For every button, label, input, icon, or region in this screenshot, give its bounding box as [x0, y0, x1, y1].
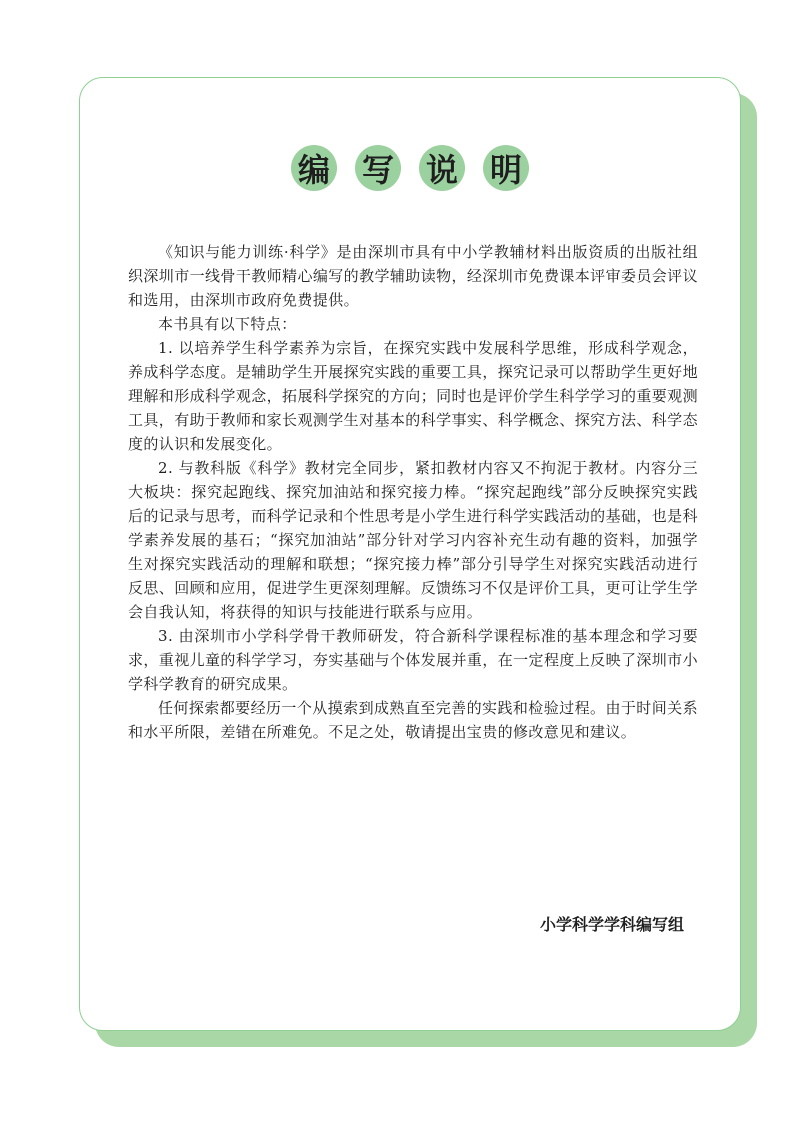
paragraph-feature-2: 2. 与教科版《科学》教材完全同步，紧扣教材内容又不拘泥于教材。内容分三大板块：探究起跑线、探究加油站和探究接力棒。“探究起跑线”部分反映探究实践后的记录与思考，而科学记录和个性思考是小学生进行科学实践活动的基础，也是科学素养发展的基石；“探究加油站”部分针对学习内容补充生动有趣的资料，加强学生对探究实践活动的理解和联想；“探究接力棒”部分引导学生对探究实践活动进行反思、回顾和应用，促进学生更深刻理解。反馈练习不仅是评价工具，更可让学生学会自我认知，将获得的知识与技能进行联系与应用。 [128, 459, 698, 621]
body-text [128, 240, 698, 744]
title-char: 明 [483, 145, 529, 191]
signature: 小学科学学科编写组 [539, 915, 684, 934]
paragraph-feature-1: 1. 以培养学生科学素养为宗旨，在探究实践中发展科学思维，形成科学观念，养成科学态度。是辅助学生开展探究实践的重要工具，探究记录可以帮助学生更好地理解和形成科学观念，拓展科学探究的方向；同时也是评价学生科学学习的重要观测工具，有助于教师和家长观测学生对基本的科学事实、科学概念、探究方法、科学态度的认识和发展变化。 [128, 339, 698, 453]
paragraph-feature-3: 3. 由深圳市小学科学骨干教师研发，符合新科学课程标准的基本理念和学习要求，重视儿童的科学学习，夯实基础与个体发展并重，在一定程度上反映了深圳市小学科学教育的研究成果。 [128, 627, 698, 693]
title-char: 说 [419, 145, 465, 191]
paragraph-closing: 任何探索都要经历一个从摸索到成熟直至完善的实践和检验过程。由于时间关系和水平所限，差错在所难免。不足之处，敬请提出宝贵的修改意见和建议。 [128, 699, 698, 741]
paragraph-features-heading: 本书具有以下特点： [158, 315, 297, 333]
page-title [0, 145, 800, 191]
title-char: 编 [291, 145, 337, 191]
paragraph-intro: 《知识与能力训练·科学》是由深圳市具有中小学教辅材料出版资质的出版社组织深圳市一线骨干教师精心编写的教学辅助读物，经深圳市免费课本评审委员会评议和选用，由深圳市政府免费提供。 [128, 243, 698, 309]
title-char: 写 [355, 145, 401, 191]
